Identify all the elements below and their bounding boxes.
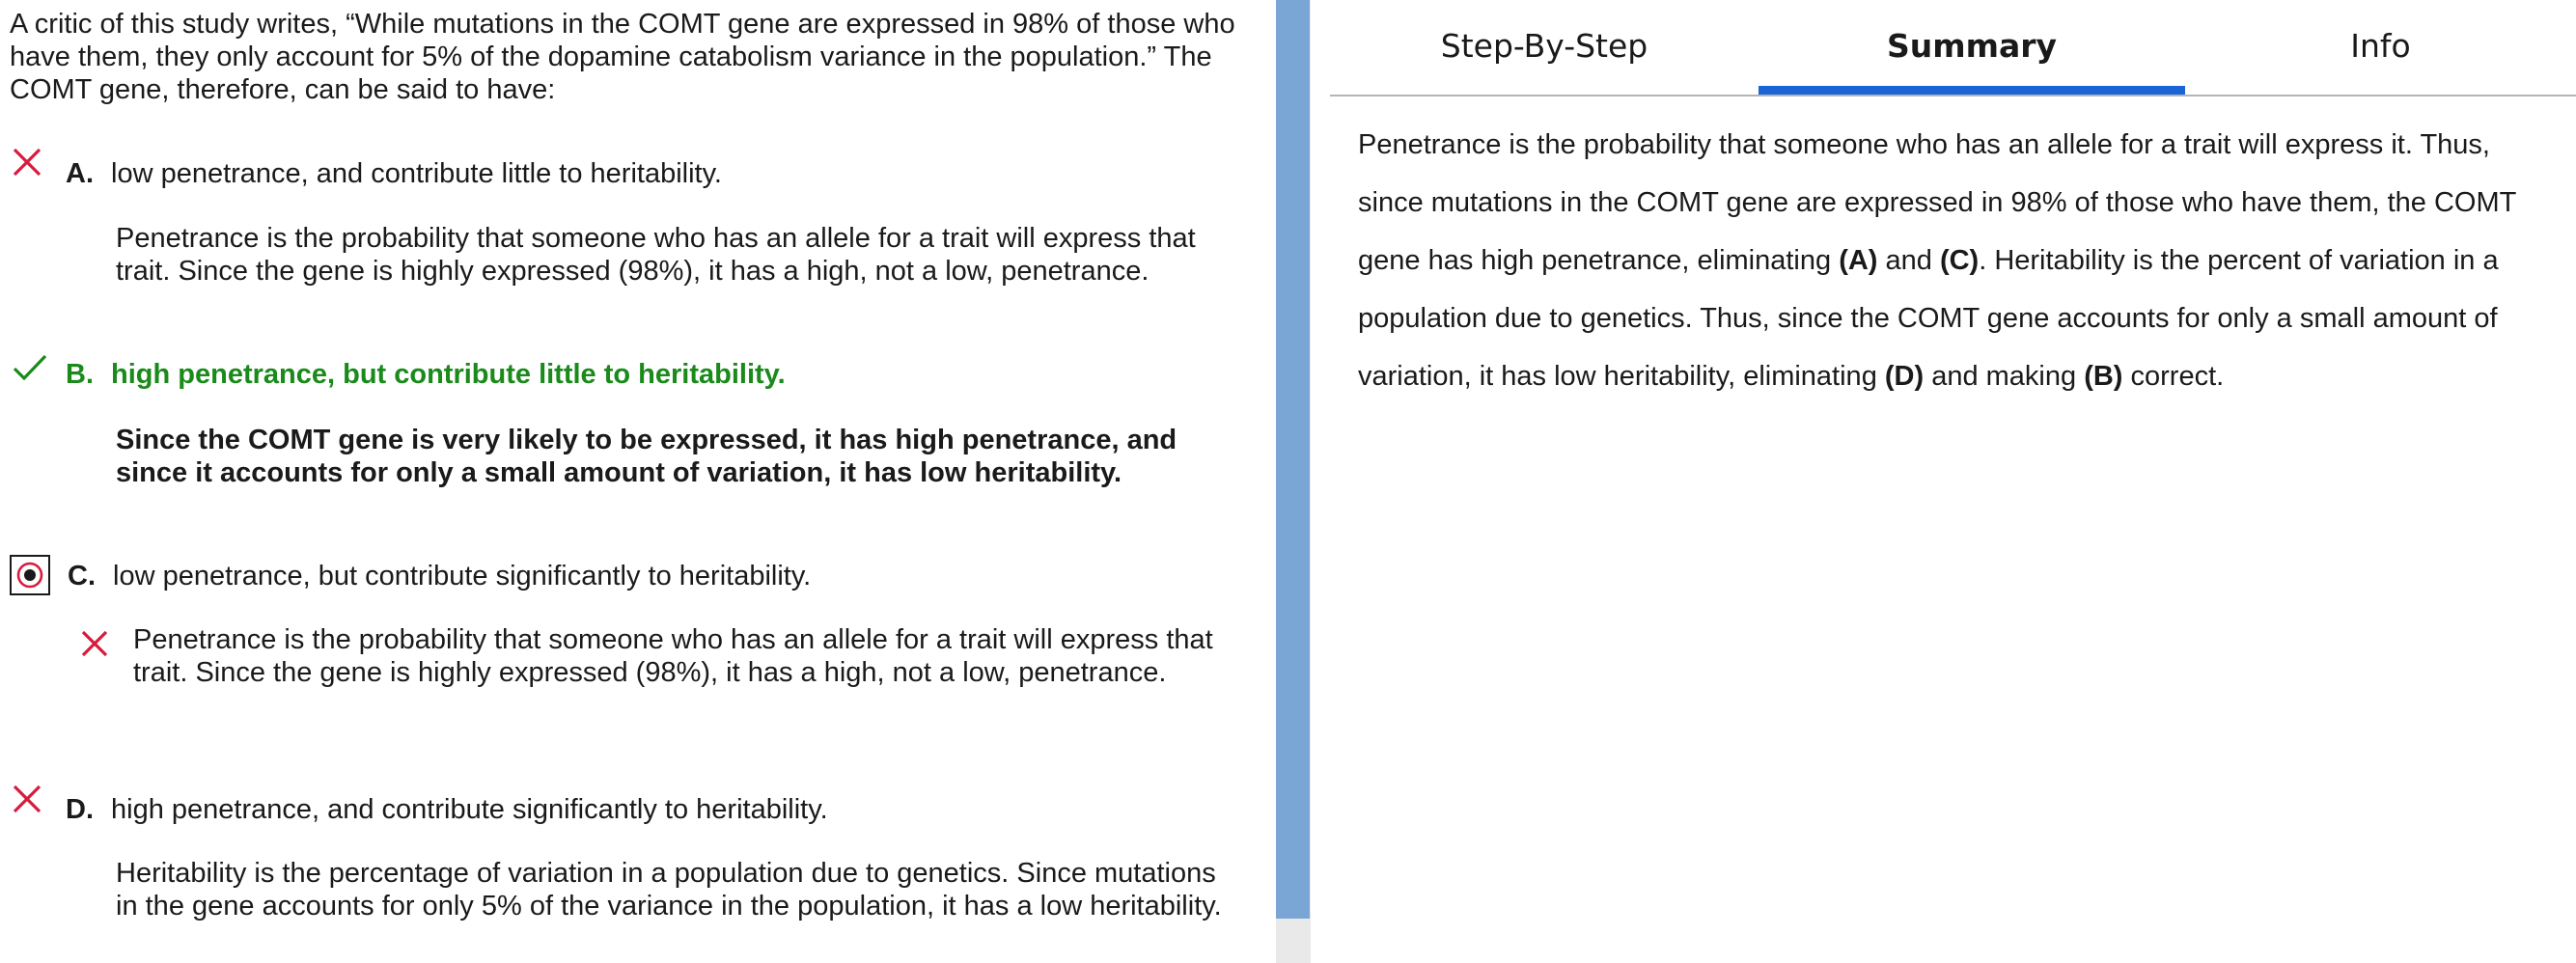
question-stem: A critic of this study writes, “While mutations in the COMT gene are expressed in 98% of those who have them, they only account for 5% of the dopamine catabolism variance in the population.” The COMT gene, therefore, can be said to have: [10,9,1235,105]
incorrect-x-icon [80,629,109,663]
choice-ref-b: (B) [2084,361,2123,392]
choice-c[interactable] [68,560,811,592]
summary-segment: and [1877,245,1940,276]
choice-ref-a: (A) [1839,245,1878,276]
scrollbar[interactable] [1276,0,1310,919]
choice-ref-d: (D) [1884,361,1925,392]
incorrect-x-icon [12,784,42,819]
correct-check-icon [12,353,48,387]
selected-radio-icon[interactable] [10,555,50,600]
choice-letter: A. [66,158,94,189]
choice-c-explanation: Penetrance is the probability that someone who has an allele for a trait will express that trait. Since the gene is highly expressed (98%), it has a high, not a low, penetrance. [133,624,1213,688]
choice-a-explanation: Penetrance is the probability that someone who has an allele for a trait will express that trait. Since the gene is highly expressed (98%), it has a high, not a low, penetrance. [116,223,1196,287]
choice-ref-c: (C) [1939,245,1980,276]
tab-summary[interactable]: Summary [1886,27,2058,65]
choice-letter: D. [66,794,94,825]
active-tab-indicator [1759,86,2185,95]
explanation-pane [1311,0,2576,963]
summary-segment: Penetrance is the probability that someone who has an allele for a trait will express it. Thus, since mutations in the COMT gene are expressed in 98% of those who have them, the COMT gene has high penetrance, eliminating [1358,129,2516,276]
choice-letter: C. [68,561,96,592]
summary-segment: . Heritability is the percent of variation in a population due to genetics. Thus, since the COMT gene accounts for only a small amount of variation, it has low heritability, eliminating [1358,245,2499,392]
choice-b[interactable] [66,358,786,391]
choice-letter: B. [66,359,94,390]
tab-info[interactable]: Info [2350,27,2411,65]
pane-divider[interactable] [1276,0,1311,963]
choice-text: high penetrance, and contribute significantly to heritability. [111,794,828,825]
incorrect-x-icon [12,147,42,182]
choice-text: high penetrance, but contribute little to heritability. [111,359,786,390]
choice-text: low penetrance, but contribute significantly to heritability. [113,561,812,592]
choice-text: low penetrance, and contribute little to heritability. [111,158,722,189]
choice-d-explanation: Heritability is the percentage of variation in a population due to genetics. Since mutations in the gene accounts for only 5% of the variance in the population, it has a low heritability. [116,858,1222,922]
choice-d[interactable] [66,793,828,826]
summary-segment: and making [1924,361,2085,392]
tab-bar [1330,0,2576,96]
summary-segment: correct. [2122,361,2225,392]
tab-step-by-step[interactable]: Step-By-Step [1440,27,1648,65]
summary-text [1358,116,2545,405]
choice-b-explanation: Since the COMT gene is very likely to be expressed, it has high penetrance, and since it accounts for only a small amount of variation, it has low heritability. [116,425,1177,488]
choice-a[interactable] [66,157,722,190]
question-pane [0,0,1276,963]
